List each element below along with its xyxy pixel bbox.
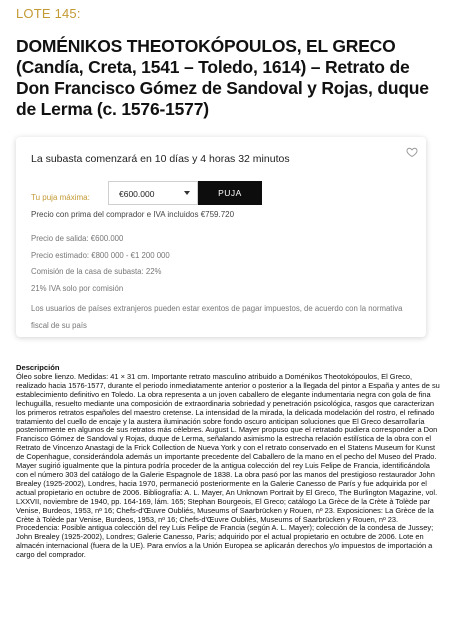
tax-exemption-note: Los usuarios de países extranjeros pueden estar exentos de pagar impuestos, de acuerdo con la normativa fiscal de su país bbox=[31, 304, 403, 330]
bid-card bbox=[16, 137, 426, 337]
auction-countdown: La subasta comenzará en 10 días y 4 horas 32 minutos bbox=[31, 153, 290, 165]
page-title: DOMÉNIKOS THEOTOKÓPOULOS, EL GRECO (Candía, Creta, 1541 – Toledo, 1614) – Retrato de Don Francisco Gómez de Sandoval y Rojas, duque de Lerma (c. 1576-1577) bbox=[16, 36, 429, 119]
lot-number: LOTE 145: bbox=[16, 6, 81, 21]
max-bid-label: Tu puja máxima: bbox=[31, 193, 90, 202]
bid-amount-select[interactable] bbox=[108, 181, 198, 205]
description-heading: Descripción bbox=[16, 363, 60, 372]
description-text: Óleo sobre lienzo. Medidas: 41 × 31 cm. Importante retrato masculino atribuido a Doménikos Theotokópoulos, El Greco, realizado hacia 1576-1577, durante el periodo inmediatamente anterior o posterior a la llegada del pintor a España y antes de su establecimiento definitivo en Toledo. La obra representa a un joven caballero de elegante indumentaria negra con gola de fina lechuguilla, resuelto mediante una composición de extraordinaria sobriedad y penetración psicológica, rasgos que caracterizan los primeros retratos españoles del maestro cretense. La intensidad de la mirada, la delicada modelación del rostro, el refinado tratamiento del cuello de encaje y la austera iluminación sobre fondo oscuro anticipan soluciones que El Greco desarrollaría posteriormente en algunos de sus retratos más célebres. August L. Mayer propuso que el retratado pudiera corresponder a Don Francisco Gómez de Sandoval y Rojas, duque de Lerma, señalando asimismo la estrecha relación estilística de la obra con el Retrato de Vincenzo Anastagi de la Frick Collection de Nueva York y con el retrato conservado en el Statens Museum for Kunst de Copenhague, considerándola además un importante precedente del Caballero de la mano en el pecho del Museo del Prado. Mayer sugirió igualmente que la pintura podría proceder de la antigua colección del rey Luis Felipe de Francia, identificándola con el número 303 del catálogo de la Galerie Espagnole de 1838. La obra pasó por las manos del prestigioso restaurador John Brealey (1925-2002), Londres, hacia 1970, permaneció posteriormente en la Galerie Canesso de París y fue adquirida por el actual propietario en octubre de 2006. Bibliografía: A. L. Mayer, An Unknown Portrait by El Greco, The Burlington Magazine, vol. LXXVII, noviembre de 1940, pp. 164-169, lám. 165; Stephan Bourgeois, El Greco; catálogo La Grèce de la Crète à Tolède par Venise, Burdeos, 1953, nº 16; Chefs-d'Œuvre Oubliés, Museums of Saarbrücken y Rouen, nº 23. Exposiciones: La Grèce de la Crète à Tolède par Venise, Burdeos, 1953, nº 16; Chefs-d'Œuvre Oubliés, Museums of Saarbrücken y Rouen, nº 23. Procedencia: Posible antigua colección del rey Luis Felipe de Francia (según A. L. Mayer); colección de la condesa de Jussey; John Brealey (1925-2002), Londres; Galerie Canesso, París; adquirido por el actual propietario en octubre de 2006. Lote en almacén internacional (fuera de la UE). Para envíos a la Unión Europea se aplicarán derechos y/o impuestos de importación a cargo del comprador. bbox=[16, 372, 440, 560]
commission-info: Comisión de la casa de subasta: 22% bbox=[31, 267, 162, 276]
vat-info: 21% IVA solo por comisión bbox=[31, 284, 124, 293]
starting-price: Precio de salida: €600.000 bbox=[31, 234, 124, 243]
price-with-fees: Precio con prima del comprador e IVA incluidos €759.720 bbox=[31, 210, 235, 219]
bid-button[interactable]: PUJA bbox=[198, 181, 262, 205]
chevron-down-icon bbox=[184, 191, 190, 195]
bid-amount-value: €600.000 bbox=[119, 189, 155, 199]
estimated-price: Precio estimado: €800 000 - €1 200 000 bbox=[31, 251, 170, 260]
heart-outline-icon[interactable] bbox=[406, 145, 418, 157]
